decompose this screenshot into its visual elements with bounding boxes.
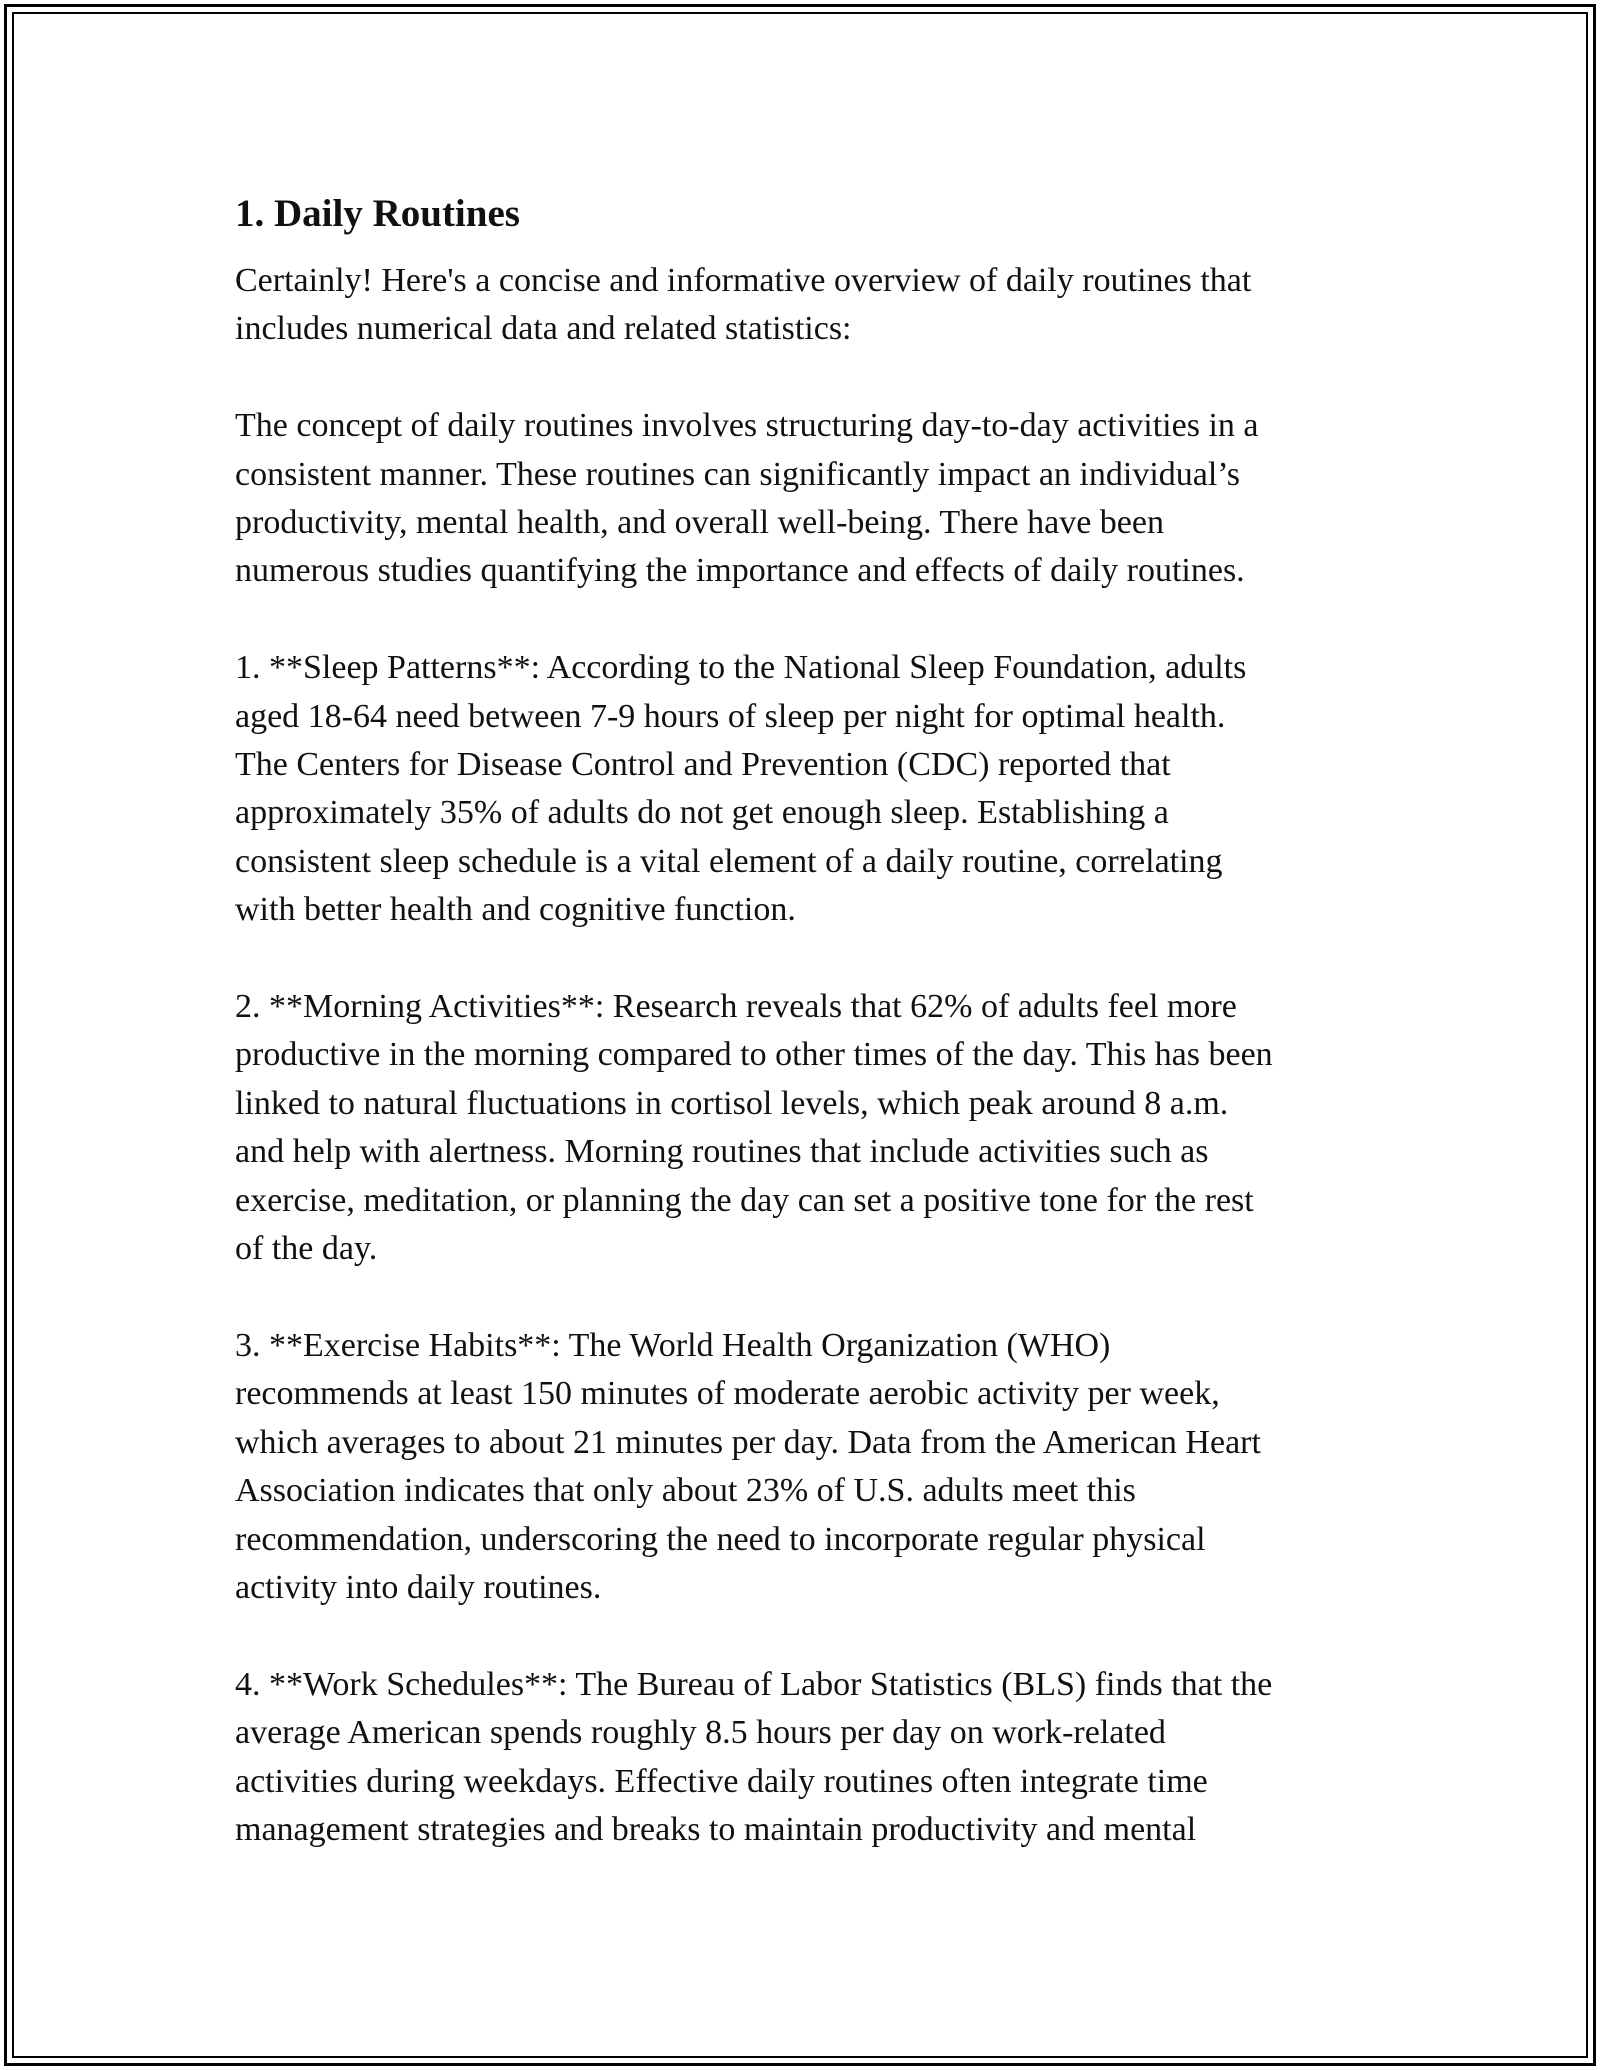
- section-heading: 1. Daily Routines: [235, 192, 520, 235]
- overview-paragraph: The concept of daily routines involves structuring day-to-day activities in a consistent manner. These routines can significantly impact an individual’s productivity, mental health, and overall well-being. There have been numerous studies quantifying the importance and effects of daily routines.: [235, 407, 1259, 590]
- exercise-habits-paragraph: 3. **Exercise Habits**: The World Health Organization (WHO) recommends at least 150 minutes of moderate aerobic activity per week, which averages to about 21 minutes per day. Data from the American Heart Association indicates that only about 23% of U.S. adults meet this recommendation, underscoring the need to incorporate regular physical activity into daily routines.: [235, 1326, 1261, 1606]
- intro-paragraph: Certainly! Here's a concise and informative overview of daily routines that includes numerical data and related statistics:: [235, 262, 1252, 348]
- morning-activities-paragraph: 2. **Morning Activities**: Research reveals that 62% of adults feel more productive in the morning compared to other times of the day. This has been linked to natural fluctuations in cortisol levels, which peak around 8 a.m. and help with alertness. Morning routines that include activities such as exercise, meditation, or planning the day can set a positive tone for the rest of the day.: [235, 988, 1273, 1268]
- document-body: [235, 183, 1365, 1854]
- sleep-patterns-paragraph: 1. **Sleep Patterns**: According to the National Sleep Foundation, adults aged 18-64 need between 7-9 hours of sleep per night for optimal health. The Centers for Disease Control and Prevention (CDC) reported that approximately 35% of adults do not get enough sleep. Establishing a consistent sleep schedule is a vital element of a daily routine, correlating with better health and cognitive function.: [235, 649, 1247, 929]
- work-schedules-paragraph: 4. **Work Schedules**: The Bureau of Labor Statistics (BLS) finds that the average American spends roughly 8.5 hours per day on work-related activities during weekdays. Effective daily routines often integrate time management strategies and breaks to maintain productivity and mental: [235, 1665, 1273, 1848]
